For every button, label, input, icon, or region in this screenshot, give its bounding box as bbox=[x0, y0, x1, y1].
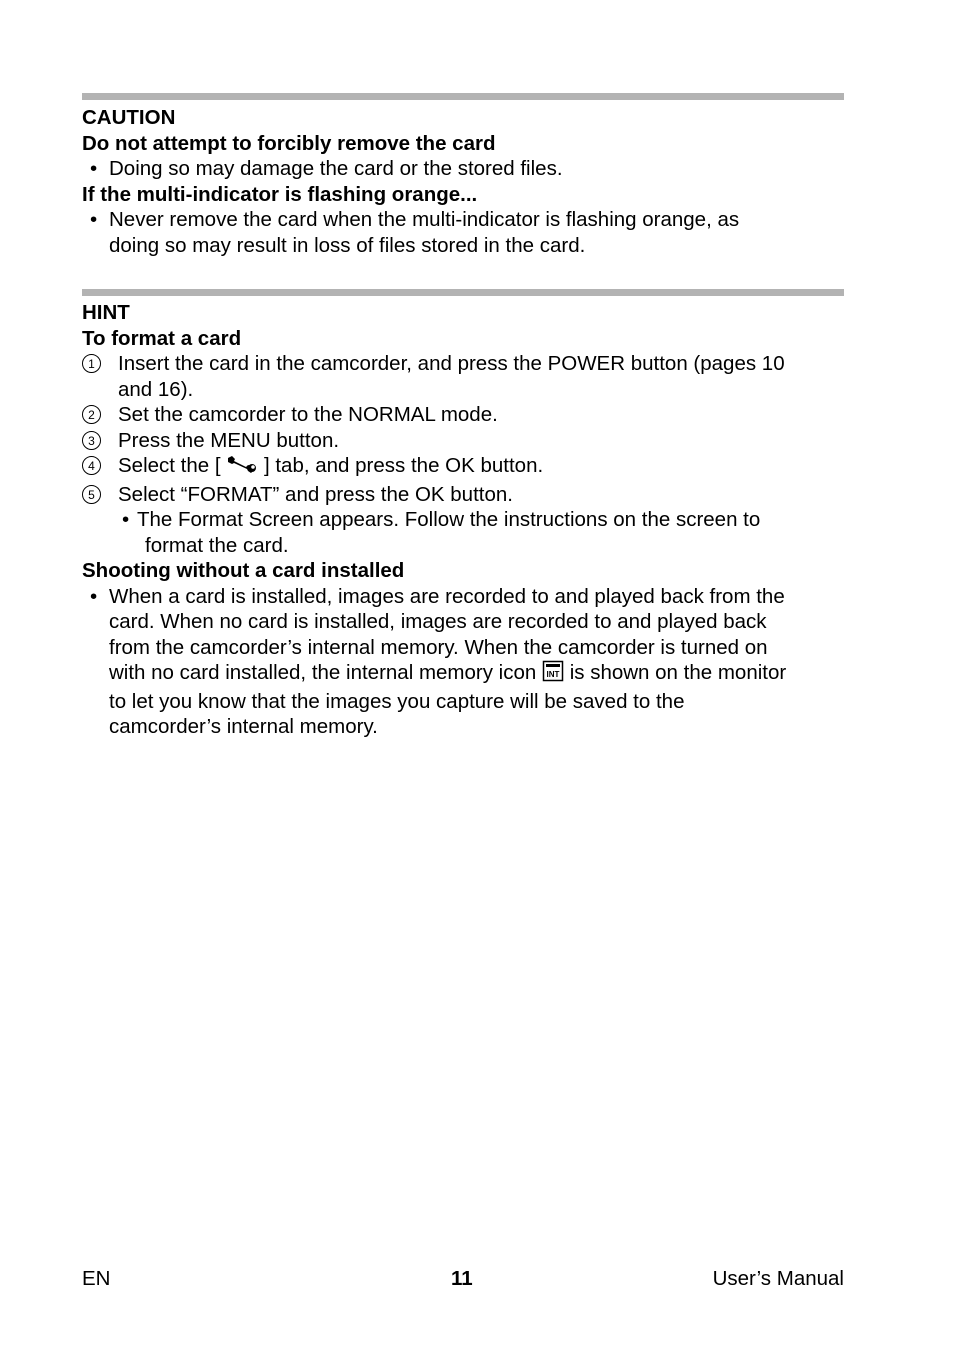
step-text: Press the MENU button. bbox=[118, 428, 340, 452]
paragraph-text: with no card installed, the internal memory icon bbox=[109, 661, 537, 684]
hint-label: HINT bbox=[82, 301, 130, 324]
footer-manual-title: User’s Manual bbox=[712, 1267, 844, 1290]
list-item bbox=[82, 453, 844, 482]
subbullet-text: format the card. bbox=[145, 533, 289, 557]
list-item bbox=[82, 428, 844, 454]
paragraph-line: from the camcorder’s internal memory. When the camcorder is turned on bbox=[109, 635, 768, 659]
paragraph-line: When a card is installed, images are recorded to and played back from the bbox=[109, 584, 785, 608]
step-text: Set the camcorder to the NORMAL mode. bbox=[118, 403, 498, 426]
list-item bbox=[82, 402, 844, 428]
hint-heading-no-card: Shooting without a card installed bbox=[82, 559, 405, 582]
internal-memory-icon bbox=[542, 660, 564, 689]
step-text: Insert the card in the camcorder, and press the POWER button (pages 10 bbox=[118, 352, 785, 375]
step-number: 5 bbox=[82, 485, 101, 504]
list-item bbox=[82, 482, 844, 508]
subbullet-text: The Format Screen appears. Follow the instructions on the screen to bbox=[137, 508, 761, 531]
paragraph-line-with-icon bbox=[109, 660, 844, 689]
footer-language: EN bbox=[82, 1267, 111, 1290]
paragraph-line: camcorder’s internal memory. bbox=[109, 715, 378, 738]
step-text: and 16). bbox=[118, 377, 194, 401]
caution-section bbox=[82, 105, 844, 258]
bullet-icon: • bbox=[90, 208, 98, 231]
paragraph-line: to let you know that the images you capture will be saved to the bbox=[109, 689, 685, 713]
step-number: 2 bbox=[82, 405, 101, 424]
step-text: Select the [ bbox=[118, 454, 221, 477]
caution-bullet-text: doing so may result in loss of files stored in the card. bbox=[109, 233, 586, 257]
step-number: 1 bbox=[82, 354, 101, 373]
list-item bbox=[82, 207, 844, 258]
list-item bbox=[82, 507, 844, 558]
bullet-icon: • bbox=[90, 584, 98, 608]
hint-section bbox=[82, 300, 844, 740]
caution-label: CAUTION bbox=[82, 106, 176, 129]
step-text: Select “FORMAT” and press the OK button. bbox=[118, 482, 513, 506]
paragraph-text: is shown on the monitor bbox=[569, 661, 787, 684]
hint-heading-format: To format a card bbox=[82, 326, 242, 350]
internal-memory-icon-label: INT bbox=[546, 670, 560, 679]
list-item bbox=[82, 156, 844, 182]
page-number: 11 bbox=[451, 1267, 473, 1290]
wrench-icon bbox=[226, 455, 258, 482]
caution-heading-flashing: If the multi-indicator is flashing orange... bbox=[82, 182, 478, 206]
step-number: 4 bbox=[82, 456, 101, 475]
caution-bullet-text: Never remove the card when the multi-indicator is flashing orange, as bbox=[109, 208, 740, 231]
step-number: 3 bbox=[82, 431, 101, 450]
caution-bullet-text: Doing so may damage the card or the stored files. bbox=[109, 157, 563, 180]
list-item bbox=[82, 584, 844, 740]
bullet-icon: • bbox=[90, 157, 98, 180]
bullet-icon: • bbox=[122, 508, 130, 531]
list-item bbox=[82, 351, 844, 402]
caution-heading-remove: Do not attempt to forcibly remove the card bbox=[82, 131, 496, 155]
paragraph-line: card. When no card is installed, images are recorded to and played back bbox=[109, 610, 767, 633]
caution-divider bbox=[82, 93, 844, 100]
hint-divider bbox=[82, 289, 844, 296]
step-text-row bbox=[118, 453, 844, 482]
step-text: ] tab, and press the OK button. bbox=[263, 454, 544, 477]
